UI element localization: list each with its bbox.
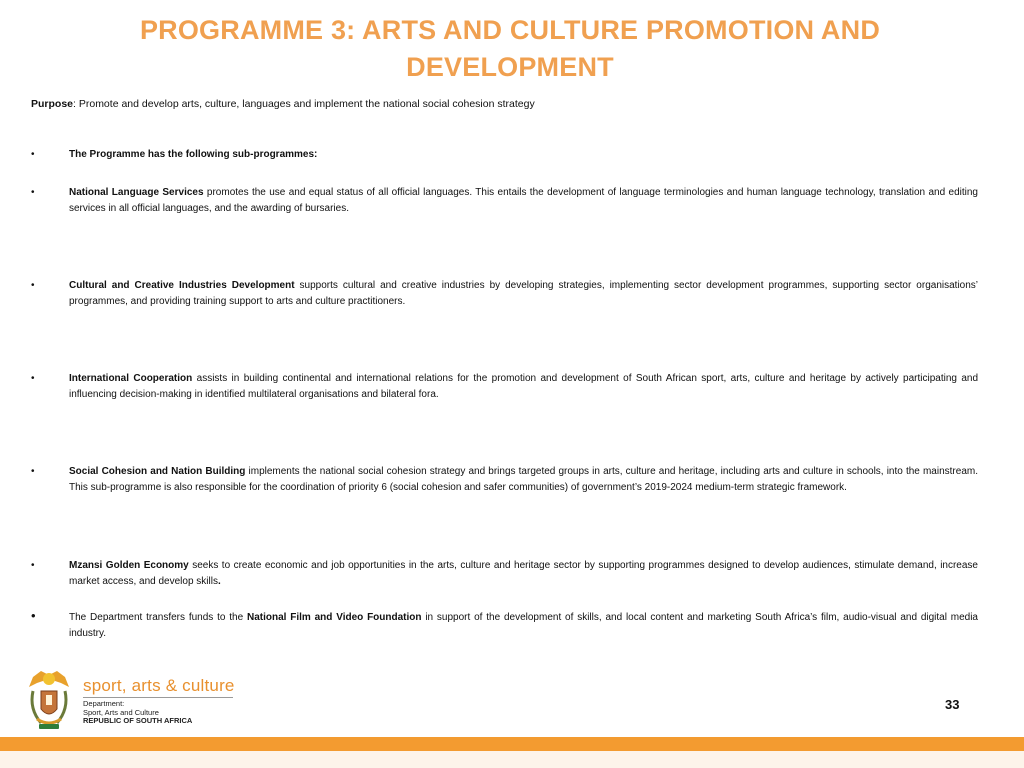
bullet-dot: • xyxy=(31,187,35,198)
bullet-text: assists in building continental and international relations for the promotion and development of South African sport, arts, culture and heritage by actively participating and influencing decision-making in identified multilateral organisations and bilateral fora. xyxy=(69,373,979,400)
bullet-social-cohesion xyxy=(31,464,978,495)
department-line: Sport, Arts and Culture xyxy=(83,707,159,717)
bullet-dot: • xyxy=(31,466,35,477)
department-block xyxy=(83,700,192,726)
brand-divider xyxy=(83,697,233,698)
bullet-national-language-services xyxy=(31,185,978,216)
bullet-dot: • xyxy=(31,373,35,384)
bullet-bold: National Language Services xyxy=(69,187,204,198)
bullet-text: promotes the use and equal status of all official languages. This entails the development of language terminologies and human language technology, translation and editing services in all official languages, and the awarding of bursaries. xyxy=(69,187,978,214)
bullet-bold: Social Cohesion and Nation Building xyxy=(69,466,246,477)
brand-name: sport, arts & culture xyxy=(83,676,235,695)
footer-light-strip xyxy=(0,751,1024,768)
bullet-national-film-video-foundation xyxy=(31,610,978,641)
bullet-text: seeks to create economic and job opportunities in the arts, culture and heritage sector by supporting programmes designed to develop audiences, stimulate demand, increase market access, and develop skills xyxy=(69,560,978,587)
bullet-pre: The Department transfers funds to the xyxy=(69,612,247,623)
bullet-bold: Cultural and Creative Industries Development xyxy=(69,280,295,291)
purpose-label: Purpose xyxy=(31,98,74,110)
bullet-bold: International Cooperation xyxy=(69,373,193,384)
bullet-international-cooperation xyxy=(31,371,978,402)
footer-accent-bar xyxy=(0,737,1024,751)
bullet-dot: • xyxy=(31,560,35,571)
bullet-dot: • xyxy=(31,280,35,291)
bullet-bold: National Film and Video Foundation xyxy=(246,612,422,623)
bullet-cultural-creative-industries xyxy=(31,278,978,309)
bullet-text: in support of the development of skills, and local content and marketing South Africa’s film, audio-visual and digital media industry. xyxy=(69,612,978,639)
republic-line: REPUBLIC OF SOUTH AFRICA xyxy=(83,716,193,726)
bullet-trail: . xyxy=(217,575,221,587)
page-number: 33 xyxy=(945,697,960,712)
bullet-mzansi-golden-economy xyxy=(31,558,978,589)
bullet-text: implements the national social cohesion strategy and brings targeted groups in arts, culture and heritage, including arts and culture in schools, into the mainstream. This sub-programme is also responsible for the coordination of priority 6 (social cohesion and safer communities) of government’s 2019-2024 medium-term strategic framework. xyxy=(69,466,978,493)
purpose-text: : Promote and develop arts, culture, languages and implement the national social cohesion strategy xyxy=(73,98,535,110)
bullet-subprogrammes-intro xyxy=(31,147,978,163)
purpose-statement xyxy=(31,97,981,111)
bullet-dot: • xyxy=(31,608,36,623)
bullet-text: supports cultural and creative industries by developing strategies, implementing sector development programmes, supporting sector organisations’ programmes, and providing training support to arts and culture practitioners. xyxy=(69,280,979,307)
coat-of-arms-graphic xyxy=(29,671,69,729)
bullet-bold: The Programme has the following sub-programmes: xyxy=(69,149,318,160)
bullet-bold: Mzansi Golden Economy xyxy=(69,560,189,571)
department-line: Department: xyxy=(83,699,125,708)
bullet-dot: • xyxy=(31,149,35,160)
page-title: PROGRAMME 3: ARTS AND CULTURE PROMOTION AND DEVELOPMENT xyxy=(139,15,881,82)
